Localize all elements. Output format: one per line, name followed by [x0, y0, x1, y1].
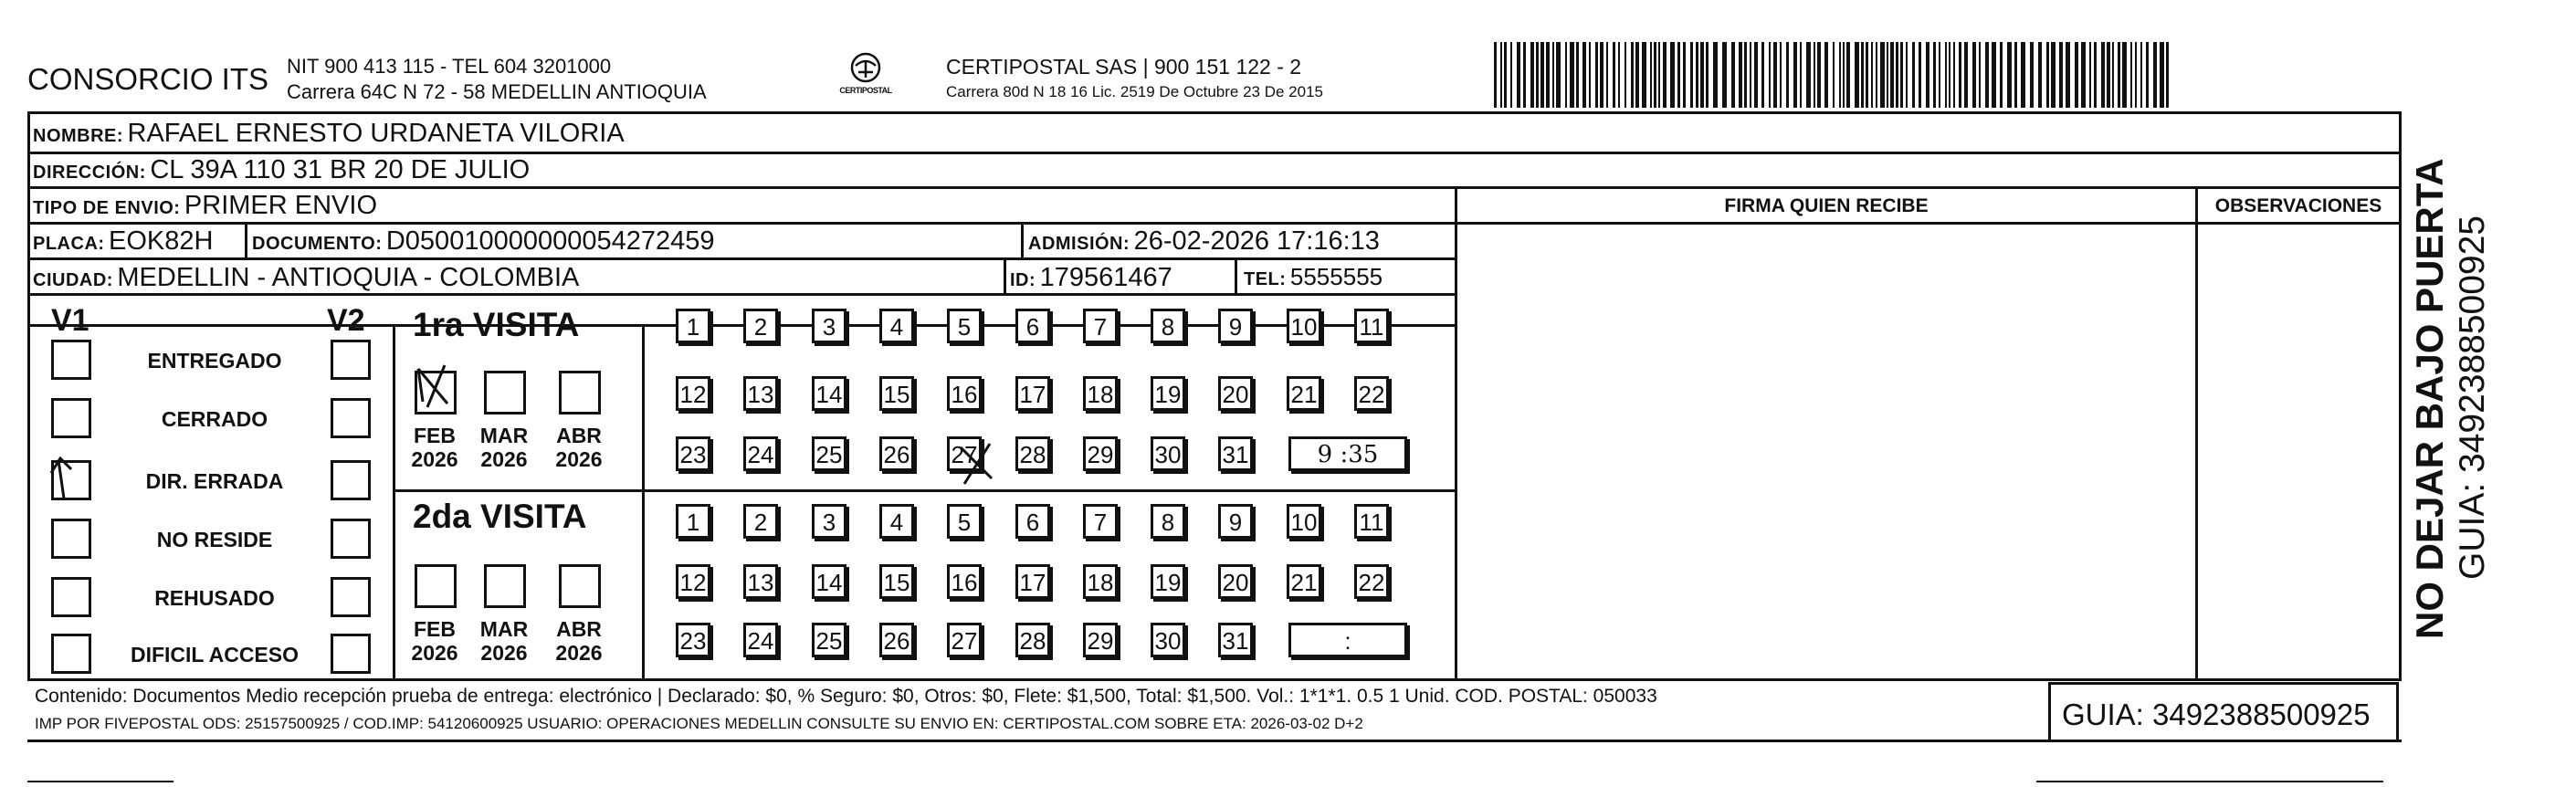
month-year: 2026 [555, 641, 603, 666]
tel-label: TEL: [1244, 269, 1287, 289]
day-box-first[interactable]: 9 [1218, 309, 1253, 343]
day-box-first[interactable]: 24 [743, 436, 778, 471]
day-box-first[interactable]: 23 [676, 436, 710, 471]
day-box-second[interactable]: 10 [1287, 504, 1321, 539]
day-box-second[interactable]: 19 [1151, 564, 1185, 599]
day-box-second[interactable]: 5 [947, 504, 982, 539]
day-box-first[interactable]: 4 [879, 309, 914, 343]
day-box-first[interactable]: 3 [812, 309, 846, 343]
placa-value: EOK82H [109, 226, 214, 256]
tipo-value: PRIMER ENVIO [184, 191, 378, 220]
day-box-second[interactable]: 15 [879, 564, 914, 599]
day-box-second[interactable]: 16 [947, 564, 982, 599]
month-year: 2026 [411, 641, 458, 666]
ciudad-label: CIUDAD: [33, 270, 113, 290]
month-name: ABR [556, 617, 602, 641]
v2-label: V2 [327, 303, 365, 338]
month-year: 2026 [480, 447, 528, 472]
day-box-second[interactable]: 14 [812, 564, 846, 599]
company-address: Carrera 64C N 72 - 58 MEDELLIN ANTIOQUIA [287, 80, 707, 103]
month-name: ABR [556, 424, 602, 447]
day-box-second[interactable]: 21 [1287, 564, 1321, 599]
day-box-first[interactable]: 5 [947, 309, 982, 343]
day-box-first[interactable]: 6 [1015, 309, 1050, 343]
day-box-first[interactable]: 20 [1218, 376, 1253, 411]
day-box-first[interactable]: 2 [743, 309, 778, 343]
day-box-second[interactable]: 11 [1354, 504, 1389, 539]
first-visit-title: 1ra VISITA [413, 306, 580, 343]
status-label: ENTREGADO [147, 349, 282, 373]
nombre-value: RAFAEL ERNESTO URDANETA VILORIA [127, 119, 625, 148]
direccion-label: DIRECCIÓN: [33, 163, 146, 183]
day-box-second[interactable]: 13 [743, 564, 778, 599]
tel-value: 5555555 [1289, 263, 1383, 290]
day-box-first[interactable]: 30 [1151, 436, 1185, 471]
day-box-second[interactable]: 2 [743, 504, 778, 539]
day-box-first[interactable]: 8 [1151, 309, 1185, 343]
day-box-first[interactable]: 1 [676, 309, 710, 343]
obs-divider [2195, 188, 2198, 681]
day-box-first[interactable]: 12 [676, 376, 710, 411]
time-box-first[interactable]: 9 :35 [1288, 436, 1407, 471]
day-box-first[interactable]: 28 [1015, 436, 1050, 471]
day-box-first[interactable]: 14 [812, 376, 846, 411]
month-name: MAR [479, 617, 529, 641]
no-dejar-bajo-puerta: NO DEJAR BAJO PUERTA [2408, 158, 2451, 639]
day-box-first[interactable]: 19 [1151, 376, 1185, 411]
day-box-second[interactable]: 24 [743, 623, 778, 657]
day-box-first[interactable]: 27 [947, 436, 982, 471]
day-box-second[interactable]: 31 [1218, 623, 1253, 657]
v1-label: V1 [51, 303, 89, 338]
day-box-first[interactable]: 21 [1287, 376, 1321, 411]
day-box-first[interactable]: 10 [1287, 309, 1321, 343]
month-name: FEB [414, 617, 456, 641]
status-label: REHUSADO [154, 586, 275, 610]
documento-label: DOCUMENTO: [252, 234, 383, 254]
day-box-first[interactable]: 18 [1083, 376, 1118, 411]
day-box-first[interactable]: 17 [1015, 376, 1050, 411]
day-box-first[interactable]: 22 [1354, 376, 1389, 411]
month-year: 2026 [480, 641, 528, 666]
day-box-second[interactable]: 25 [812, 623, 846, 657]
documento-value: D050010000000054272459 [385, 226, 715, 256]
barcode-icon [1494, 42, 2177, 108]
id-label: ID: [1010, 270, 1036, 290]
day-box-second[interactable]: 18 [1083, 564, 1118, 599]
carrier-address: Carrera 80d N 18 16 Lic. 2519 De Octubre 23 De 2015 [946, 83, 1323, 100]
day-box-first[interactable]: 11 [1354, 309, 1389, 343]
day-box-second[interactable]: 17 [1015, 564, 1050, 599]
day-box-second[interactable]: 9 [1218, 504, 1253, 539]
day-box-second[interactable]: 30 [1151, 623, 1185, 657]
day-box-first[interactable]: 15 [879, 376, 914, 411]
day-box-second[interactable]: 23 [676, 623, 710, 657]
day-box-first[interactable]: 31 [1218, 436, 1253, 471]
day-box-first[interactable]: 29 [1083, 436, 1118, 471]
month-year: 2026 [411, 447, 458, 472]
second-visit-title: 2da VISITA [413, 498, 587, 535]
admision-label: ADMISIÓN: [1028, 234, 1130, 254]
day-box-second[interactable]: 7 [1083, 504, 1118, 539]
guia-box [2048, 682, 2399, 742]
observaciones-header: OBSERVACIONES [2214, 195, 2382, 216]
nombre-label: NOMBRE: [33, 126, 124, 146]
firma-header: FIRMA QUIEN RECIBE [1724, 195, 1929, 216]
day-box-second[interactable]: 1 [676, 504, 710, 539]
day-box-first[interactable]: 26 [879, 436, 914, 471]
company-name: CONSORCIO ITS [27, 62, 269, 96]
day-box-first[interactable]: 7 [1083, 309, 1118, 343]
day-box-second[interactable]: 12 [676, 564, 710, 599]
side-guia: GUIA: 3492388500925 [2453, 215, 2492, 580]
direccion-value: CL 39A 110 31 BR 20 DE JULIO [150, 155, 531, 184]
time-box-second[interactable]: : [1288, 623, 1407, 657]
month-year: 2026 [555, 447, 603, 472]
month-name: FEB [414, 424, 456, 447]
admision-value: 26-02-2026 17:16:13 [1133, 226, 1380, 256]
day-box-second[interactable]: 20 [1218, 564, 1253, 599]
day-box-second[interactable]: 29 [1083, 623, 1118, 657]
id-value: 179561467 [1039, 263, 1172, 292]
day-box-second[interactable]: 8 [1151, 504, 1185, 539]
contenido-line: Contenido: Documentos Medio recepción prueba de entrega: electrónico | Declarado: $0, % Seguro: $0, Otros: $0, Flete: $1,500, Total: $1,500. Vol.: 1*1*1. 0.5 1 Unid. COD. POSTAL: 050033 [35, 686, 1657, 707]
day-box-second[interactable]: 6 [1015, 504, 1050, 539]
guia-value: GUIA: 3492388500925 [2062, 698, 2371, 731]
tipo-label: TIPO DE ENVIO: [33, 198, 181, 218]
day-box-first[interactable]: 25 [812, 436, 846, 471]
status-label: DIFICIL ACCESO [130, 643, 299, 666]
carrier-name: CERTIPOSTAL SAS | 900 151 122 - 2 [946, 55, 1302, 79]
ciudad-value: MEDELLIN - ANTIOQUIA - COLOMBIA [117, 263, 580, 292]
day-box-second[interactable]: 28 [1015, 623, 1050, 657]
status-label: NO RESIDE [156, 528, 273, 551]
placa-label: PLACA: [33, 234, 105, 254]
logo-text: CERTIPOSTAL [839, 86, 892, 95]
day-box-second[interactable]: 22 [1354, 564, 1389, 599]
status-label: DIR. ERRADA [145, 469, 284, 493]
day-box-second[interactable]: 4 [879, 504, 914, 539]
day-box-first[interactable]: 13 [743, 376, 778, 411]
month-name: MAR [479, 424, 529, 447]
status-label: CERRADO [161, 407, 268, 431]
day-box-second[interactable]: 26 [879, 623, 914, 657]
day-box-second[interactable]: 27 [947, 623, 982, 657]
nit-line: NIT 900 413 115 - TEL 604 3201000 [287, 55, 612, 78]
day-box-first[interactable]: 16 [947, 376, 982, 411]
imp-line: IMP POR FIVEPOSTAL ODS: 25157500925 / COD.IMP: 54120600925 USUARIO: OPERACIONES MEDELLIN CONSULTE SU ENVIO EN: CERTIPOSTAL.COM SOBRE ETA: 2026-03-02 D+2 [35, 715, 1363, 732]
day-box-second[interactable]: 3 [812, 504, 846, 539]
